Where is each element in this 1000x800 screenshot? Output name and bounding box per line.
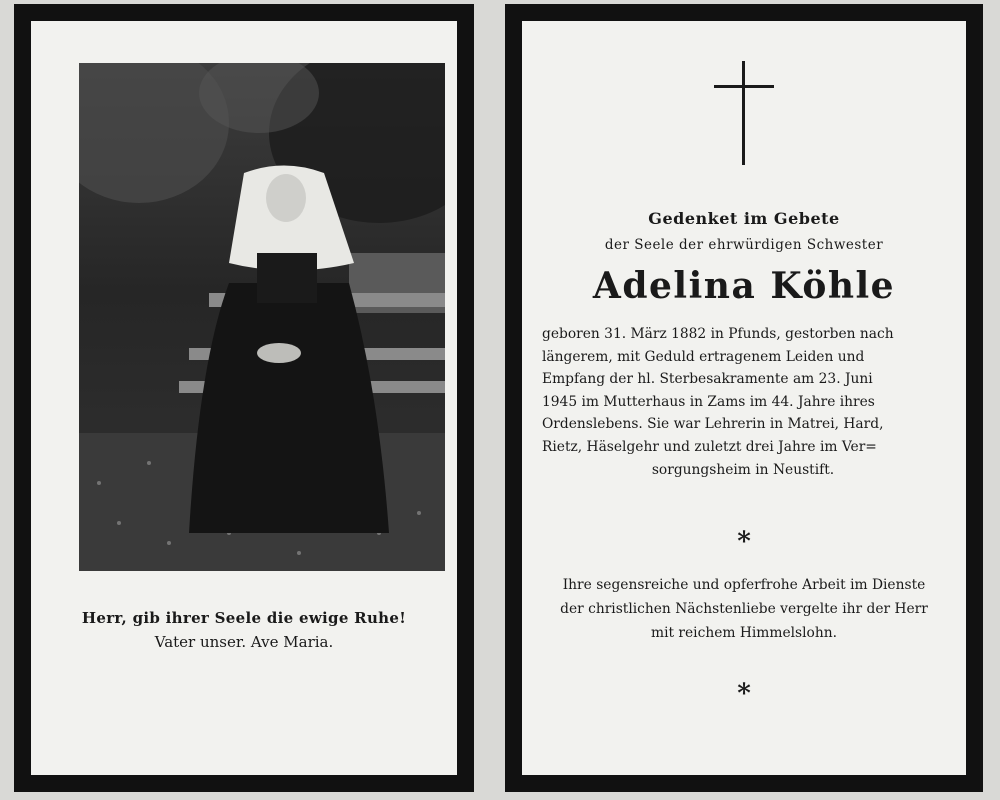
closing-line: mit reichem Himmelslohn. <box>651 625 837 641</box>
right-card <box>505 4 983 792</box>
bio-line: sorgungsheim in Neustift. <box>651 461 835 478</box>
cross-icon <box>714 61 774 169</box>
bio-line: Rietz, Häselgehr und zuletzt drei Jahre im Ver= <box>542 438 877 455</box>
bio-line: 1945 im Mutterhaus in Zams im 44. Jahre ihres <box>542 393 875 410</box>
closing-line: Ihre segensreiche und opferfrohe Arbeit im Dienste <box>562 577 926 593</box>
portrait-image <box>79 63 445 571</box>
right-card-paper <box>522 21 966 775</box>
prayer-block <box>31 609 457 651</box>
bio-line: Empfang der hl. Sterbesakramente am 23. Juni <box>542 371 873 388</box>
heading: Gedenket im Gebete <box>648 209 840 228</box>
prayer-line-2: Vater unser. Ave Maria. <box>154 633 334 651</box>
biography-text <box>542 323 944 481</box>
bio-line: geboren 31. März 1882 in Pfunds, gestorben nach <box>542 326 894 342</box>
bio-line: Ordenslebens. Sie war Lehrerin in Matrei, Hard, <box>542 416 884 433</box>
closing-line: der christlichen Nächstenliebe vergelte ihr der Herr <box>560 601 928 617</box>
left-card-paper <box>31 21 457 775</box>
star-divider-1: * <box>737 527 751 557</box>
star-divider-2: * <box>737 679 751 709</box>
subheading: der Seele der ehrwürdigen Schwester <box>604 237 884 253</box>
nun-portrait-photo <box>79 63 445 571</box>
closing-text <box>532 573 956 645</box>
deceased-name: Adelina Köhle <box>592 265 896 307</box>
bio-line: längerem, mit Geduld ertragenem Leiden und <box>542 348 865 365</box>
left-card <box>14 4 474 792</box>
prayer-line-1: Herr, gib ihrer Seele die ewige Ruhe! <box>81 609 407 627</box>
